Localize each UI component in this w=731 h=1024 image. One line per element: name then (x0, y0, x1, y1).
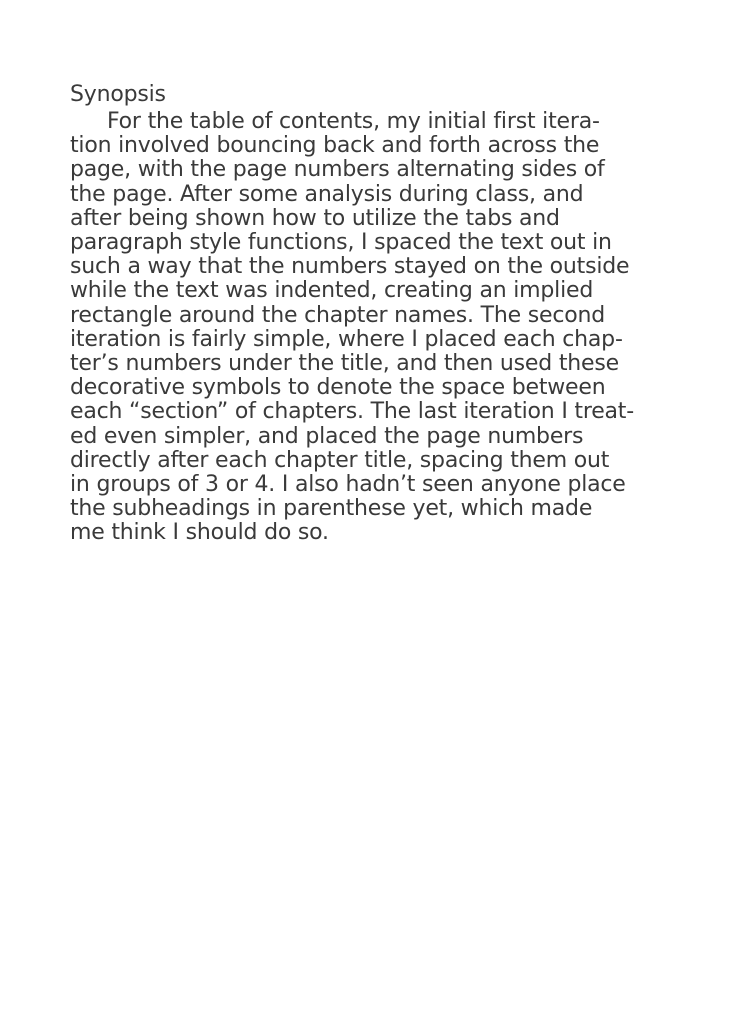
paragraph-line: page, with the page numbers alternating sides of (70, 157, 605, 183)
paragraph-line: ed even simpler, and placed the page numbers (70, 423, 584, 449)
synopsis-section (70, 80, 690, 546)
paragraph-line: in groups of 3 or 4. I also hadn’t seen anyone place (70, 472, 626, 498)
paragraph-line: me think I should do so. (70, 520, 329, 546)
paragraph-line: ter’s numbers under the title, and then used these (70, 351, 619, 377)
paragraph-line: the subheadings in parenthese yet, which made (70, 496, 593, 522)
paragraph-line: iteration is fairly simple, where I placed each chap- (70, 326, 623, 352)
paragraph-line: after being shown how to utilize the tabs and (70, 205, 560, 231)
paragraph-line: directly after each chapter title, spacing them out (70, 447, 610, 473)
paragraph-line: such a way that the numbers stayed on the outside (70, 254, 630, 280)
paragraph-line: rectangle around the chapter names. The second (70, 302, 605, 328)
paragraph-line: decorative symbols to denote the space between (70, 375, 606, 401)
paragraph-line: each “section” of chapters. The last iteration I treat- (70, 399, 634, 425)
paragraph-line: while the text was indented, creating an implied (70, 278, 594, 304)
section-heading: Synopsis (70, 82, 166, 107)
paragraph-line: the page. After some analysis during class, and (70, 181, 584, 207)
synopsis-paragraph (70, 110, 690, 546)
paragraph-line: tion involved bouncing back and forth across the (70, 133, 600, 159)
paragraph-line: paragraph style functions, I spaced the text out in (70, 230, 612, 256)
paragraph-line: For the table of contents, my initial first itera- (107, 109, 600, 134)
